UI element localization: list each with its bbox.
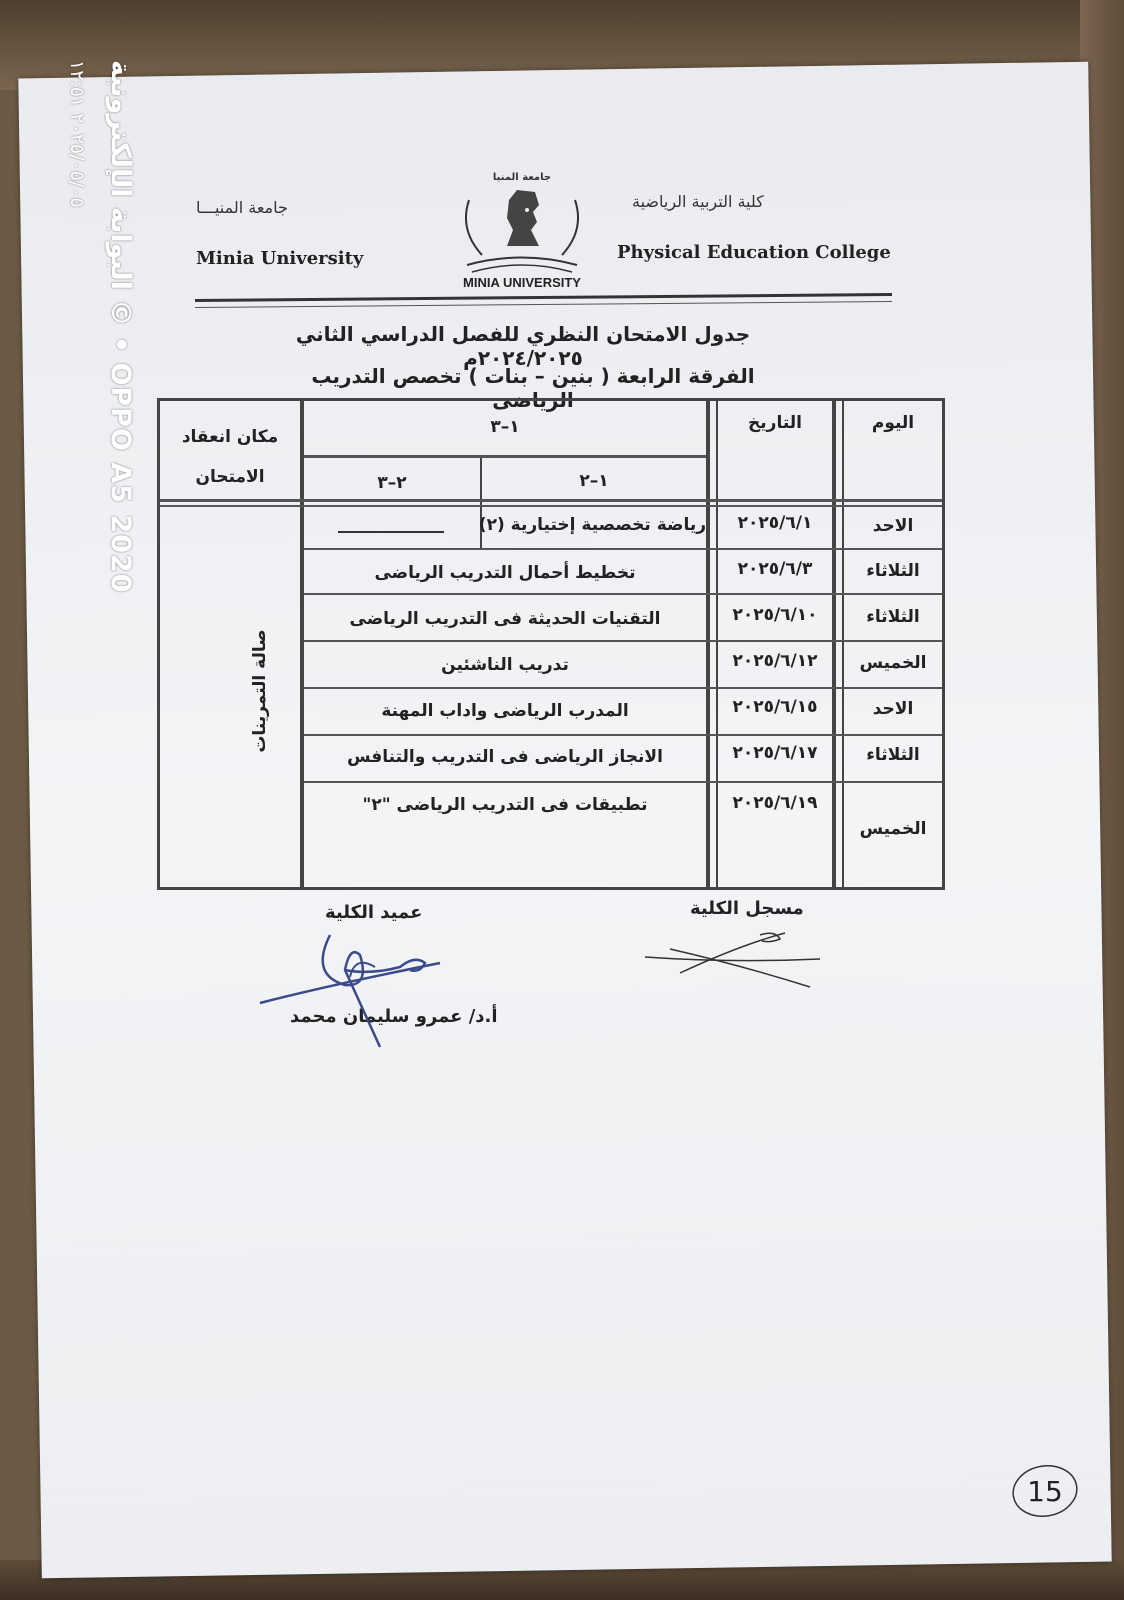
logo-caption: MINIA UNIVERSITY xyxy=(463,275,581,290)
page-number-text: 15 xyxy=(1027,1475,1063,1508)
row-subject: رياضة تخصصية إختيارية (٢) xyxy=(478,515,706,535)
row-divider xyxy=(304,687,942,689)
row-subject: تدريب الناشئين xyxy=(441,655,569,675)
college-name-en: Physical Education College xyxy=(617,242,891,263)
row-date: ٢٠٢٥/٦/١٧ xyxy=(732,743,818,763)
row-day: الثلاثاء xyxy=(866,745,920,765)
schedule-subtitle: الفرقة الرابعة ( بنين – بنات ) تخصص التدريب الرياضى xyxy=(311,364,755,412)
row-date: ٢٠٢٥/٦/١٥ xyxy=(732,697,818,717)
row-subject: المدرب الرياضى واداب المهنة xyxy=(381,701,629,721)
page-number xyxy=(1010,1463,1080,1519)
camera-timestamp: ٢٠٢٥/٠٥/٠٥ ١٢:٥١ xyxy=(66,60,88,208)
row-date: ٢٠٢٥/٦/١٠ xyxy=(732,605,818,625)
university-logo xyxy=(447,160,597,300)
row-date: ٢٠٢٥/٦/٣ xyxy=(737,559,813,579)
header-subgroup-2: ٢–٣ xyxy=(377,473,407,493)
row-day: الاحد xyxy=(872,516,914,536)
table-divider xyxy=(842,401,844,887)
row-divider xyxy=(304,640,942,642)
venue-value: صالة التمرينات xyxy=(250,629,270,753)
row-divider xyxy=(304,734,942,736)
table-divider xyxy=(160,505,942,507)
logo-arc-text: جامعة المنيا xyxy=(492,172,552,183)
row-day: الثلاثاء xyxy=(866,607,920,627)
row-subject: التقنيات الحديثة فى التدريب الرياضى xyxy=(349,609,661,629)
table-divider xyxy=(832,401,836,887)
row-day: الاحد xyxy=(872,699,914,719)
dean-signature xyxy=(250,915,460,1055)
row-day: الثلاثاء xyxy=(866,561,920,581)
camera-watermark: البوابة الإلكترونية © • OPPO A5 2020 xyxy=(105,60,136,594)
university-name-ar: جامعة المنيـــا xyxy=(196,198,288,217)
row-divider xyxy=(304,548,942,550)
header-date: التاريخ xyxy=(748,413,802,433)
row-day: الخميس xyxy=(859,653,927,673)
header-group: ١–٣ xyxy=(490,417,520,437)
table-divider xyxy=(716,401,718,887)
college-name-ar: كلية التربية الرياضية xyxy=(632,192,764,211)
exam-schedule-table xyxy=(157,398,945,890)
dean-name: أ.د/ عمرو سليمان محمد xyxy=(290,1006,498,1027)
table-divider xyxy=(160,499,942,502)
row-date: ٢٠٢٥/٦/١ xyxy=(737,513,813,533)
row-subject: تخطيط أحمال التدريب الرياضى xyxy=(374,563,636,583)
table-divider xyxy=(706,401,710,887)
row-subject: تطبيقات فى التدريب الرياضى "٢" xyxy=(362,795,648,815)
row-subject: الانجاز الرياضى فى التدريب والتنافس xyxy=(347,747,663,767)
header-subgroup-1: ١–٢ xyxy=(579,471,609,491)
row-date: ٢٠٢٥/٦/١٩ xyxy=(732,793,818,813)
dean-title: عميد الكلية xyxy=(325,902,423,923)
registrar-signature xyxy=(640,925,830,995)
row-divider xyxy=(304,593,942,595)
empty-slot-line xyxy=(338,531,444,533)
row-date: ٢٠٢٥/٦/١٢ xyxy=(732,651,818,671)
header-day: اليوم xyxy=(871,413,915,433)
row-divider xyxy=(304,781,942,783)
header-venue: مكان انعقاد الامتحان xyxy=(181,427,279,487)
schedule-title: جدول الامتحان النظري للفصل الدراسي الثاني ٢٠٢٤/٢٠٢٥م xyxy=(295,322,751,370)
row-day: الخميس xyxy=(859,819,927,839)
table-divider xyxy=(304,455,706,458)
registrar-title: مسجل الكلية xyxy=(690,898,804,919)
university-name-en: Minia University xyxy=(196,248,364,269)
